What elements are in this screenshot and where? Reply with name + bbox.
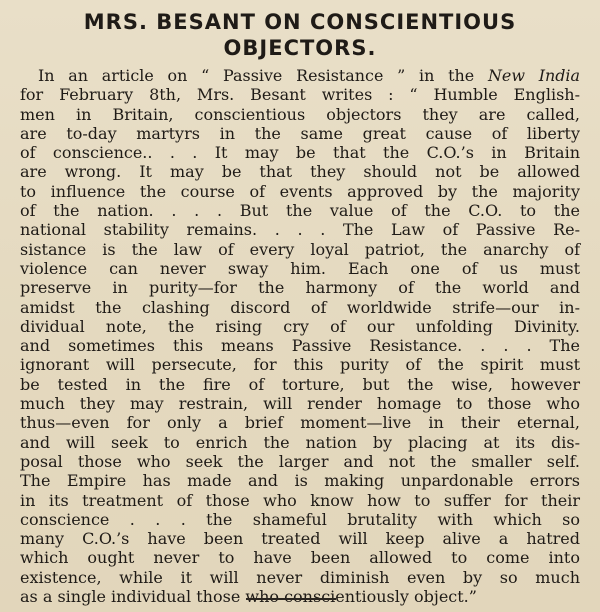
article-line: of conscience.. . . It may be that the C.O.’s in Britain — [20, 143, 580, 163]
article-line: are wrong. It may be that they should not be allowed — [20, 162, 580, 182]
article-line: of the nation. . . . But the value of the C.O. to the — [20, 201, 580, 221]
article-line: sistance is the law of every loyal patriot, the anarchy of — [20, 239, 580, 259]
end-rule-divider — [246, 598, 336, 600]
article-line: national stability remains. . . . The Law of Passive Re- — [20, 220, 580, 240]
article-line: ignorant will persecute, for this purity of the spirit must — [20, 355, 580, 375]
headline-line-1: MRS. BESANT ON CONSCIENTIOUS — [83, 10, 517, 34]
article-line: men in Britain, conscientious objectors they are called, — [20, 104, 580, 124]
article-line: for February 8th, Mrs. Besant writes : “ Humble English- — [20, 85, 580, 105]
article-line: as a single individual those who conscientiously object.” — [20, 587, 477, 607]
article-line: be tested in the fire of torture, but the wise, however — [20, 374, 580, 394]
article-line: violence can never sway him. Each one of us must — [20, 258, 580, 278]
article-line: In an article on “ Passive Resistance ” in the New India — [38, 66, 580, 85]
article-line: in its treatment of those who know how to suffer for their — [20, 490, 580, 510]
article-line: which ought never to have been allowed to come into — [20, 548, 580, 568]
article-line: The Empire has made and is making unpardonable errors — [20, 471, 580, 491]
article-line: amidst the clashing discord of worldwide strife—our in- — [20, 297, 580, 317]
article-body — [20, 66, 580, 606]
article-line: many C.O.’s have been treated will keep alive a hatred — [20, 529, 580, 549]
article-line: preserve in purity—for the harmony of the world and — [20, 278, 580, 298]
article-line: to influence the course of events approved by the majority — [20, 181, 580, 201]
article-line: thus—even for only a brief moment—live in their eternal, — [20, 413, 580, 433]
article-line: much they may restrain, will render homage to those who — [20, 394, 580, 414]
article-line: posal those who seek the larger and not the smaller self. — [20, 451, 580, 471]
article-line: are to-day martyrs in the same great cause of liberty — [20, 123, 580, 143]
article-line: existence, while it will never diminish even by so much — [20, 567, 580, 587]
article-line: and will seek to enrich the nation by placing at its dis- — [20, 432, 580, 452]
article-line: and sometimes this means Passive Resistance. . . . The — [20, 336, 580, 356]
article-line: conscience . . . the shameful brutality with which so — [20, 509, 580, 529]
headline-line-2: OBJECTORS. — [223, 36, 377, 60]
article-line: dividual note, the rising cry of our unfolding Divinity. — [20, 316, 580, 336]
publication-name: New India — [487, 66, 580, 85]
